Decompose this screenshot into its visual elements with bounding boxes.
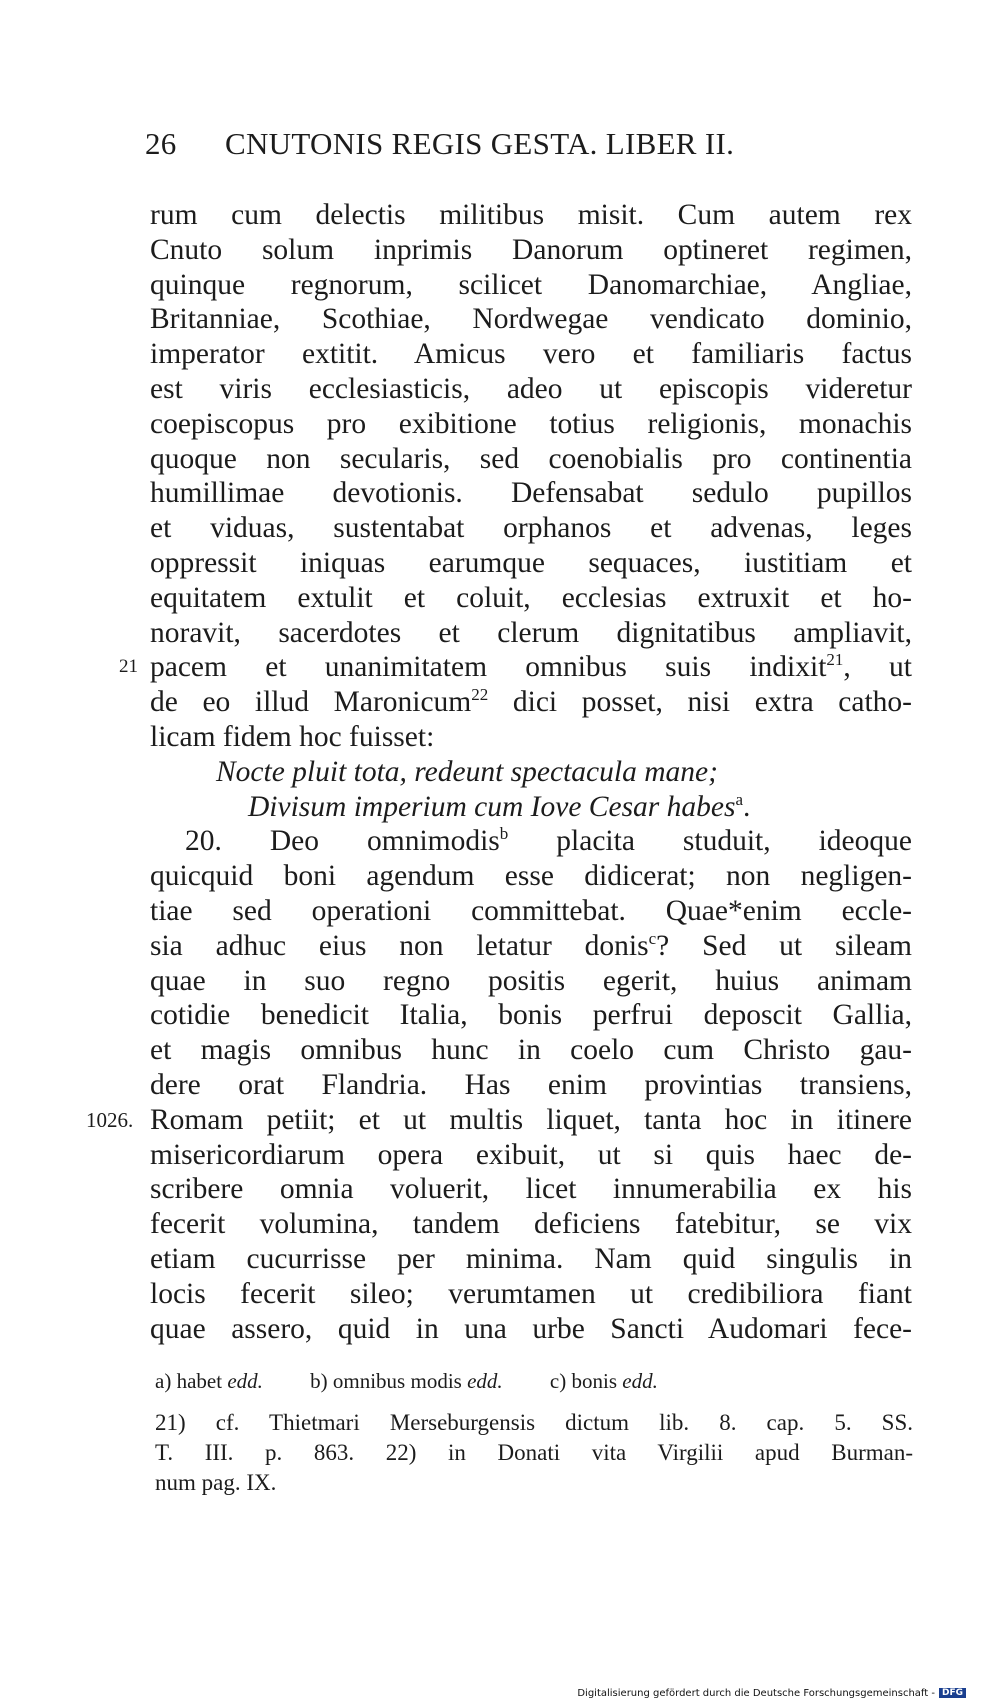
text-span: placita studuit, ideoque (508, 825, 912, 858)
footnote-ref: a (735, 789, 744, 809)
text-line (86, 1103, 912, 1138)
text-span: de eo illud Maronicum (150, 686, 472, 719)
text-line: et magis omnibus hunc in coelo cum Christo gau- (150, 1034, 912, 1067)
footnote-line: num pag. IX. (155, 1470, 277, 1495)
footnote-text: bonis (571, 1369, 617, 1393)
text-line: tiae sed operationi committebat. Quae*enim eccle- (150, 894, 912, 927)
footnote-edd: edd. (622, 1369, 658, 1393)
margin-reference: 21 (119, 656, 138, 678)
text-line: locis fecerit sileo; verumtamen ut credibiliora fiant (150, 1277, 912, 1310)
footnote-c (550, 1369, 658, 1393)
credit-text: Digitalisierung gefördert durch die Deutsche Forschungsgemeinschaft - (577, 1688, 935, 1699)
text-line: noravit, sacerdotes et clerum dignitatibus ampliavit, (150, 616, 912, 649)
numbered-footnotes (155, 1408, 913, 1498)
footnote-ref: 21 (826, 650, 844, 670)
text-line (150, 685, 912, 720)
text-line: quoque non secularis, sed coenobialis pro continentia (150, 442, 912, 475)
footnote-text: habet (176, 1369, 223, 1393)
text-line: Cnuto solum inprimis Danorum optineret regimen, (150, 233, 912, 266)
footnote-label: b) (310, 1369, 328, 1393)
text-line: misericordiarum opera exibuit, ut si quis haec de- (150, 1138, 912, 1171)
footnote-ref: c (648, 928, 657, 948)
text-line: cotidie benedicit Italia, bonis perfrui deposcit Gallia, (150, 999, 912, 1032)
footnote-edd: edd. (467, 1369, 503, 1393)
running-title: CNUTONIS REGIS GESTA. LIBER II. (225, 126, 735, 161)
paragraph-start (150, 824, 912, 859)
digitization-credit (577, 1688, 966, 1699)
footnote-a (155, 1369, 263, 1393)
footnote-edd: edd. (227, 1369, 263, 1393)
text-span: Romam petiit; et ut multis liquet, tanta hoc in itinere (150, 1103, 912, 1136)
text-line: coepiscopus pro exibitione totius religionis, monachis (150, 407, 912, 440)
verse-text: Divisum imperium cum Iove Cesar habes (248, 790, 736, 823)
text-span: dici posset, nisi extra catho- (488, 686, 912, 719)
main-text (86, 198, 912, 1346)
text-line: licam fidem hoc fuisset: (150, 720, 435, 753)
footnote-ref: b (499, 824, 509, 844)
text-line (119, 650, 912, 685)
footnote-line: T. III. p. 863. 22) in Donati vita Virgilii apud Burman- (155, 1440, 913, 1465)
text-line: humillimae devotionis. Defensabat sedulo pupillos (150, 477, 912, 510)
text-line: et viduas, sustentabat orphanos et advenas, leges (150, 512, 912, 545)
running-head (145, 126, 845, 162)
footnote-line: 21) cf. Thietmari Merseburgensis dictum lib. 8. cap. 5. SS. (155, 1410, 913, 1435)
text-line: quae assero, quid in una urbe Sancti Audomari fece- (150, 1312, 912, 1345)
text-line: imperator extitit. Amicus vero et familiaris factus (150, 338, 912, 371)
text-line: quinque regnorum, scilicet Danomarchiae, Angliae, (150, 268, 912, 301)
text-line: rum cum delectis militibus misit. Cum autem rex (150, 199, 912, 231)
verse-text: . (743, 790, 751, 823)
footnote-ref: 22 (471, 685, 489, 705)
dfg-logo: DFG (939, 1688, 966, 1698)
footnote-label: a) (155, 1369, 172, 1393)
text-line: scribere omnia voluerit, licet innumerabilia ex his (150, 1173, 912, 1206)
page-number: 26 (145, 126, 177, 161)
footnote-label: c) (549, 1369, 567, 1393)
verse-line (150, 790, 912, 825)
textual-footnotes (155, 1366, 905, 1396)
text-line: est viris ecclesiasticis, adeo ut episcopis videretur (150, 372, 912, 405)
verse-line: Nocte pluit tota, redeunt spectacula mane; (216, 755, 718, 788)
footnote-text: omnibus modis (332, 1369, 462, 1393)
text-line: quae in suo regno positis egerit, huius animam (150, 964, 912, 997)
text-line: oppressit iniquas earumque sequaces, iustitiam et (150, 546, 912, 579)
text-line: fecerit volumina, tandem deficiens fatebitur, se vix (150, 1208, 912, 1241)
text-line: dere orat Flandria. Has enim provintias transiens, (150, 1068, 912, 1101)
text-span: , ut (843, 651, 912, 684)
text-line: equitatem extulit et coluit, ecclesias extruxit et ho- (150, 581, 912, 614)
text-span: sia adhuc eius non letatur donis (150, 929, 649, 962)
text-line: Britanniae, Scothiae, Nordwegae vendicato dominio, (150, 303, 912, 336)
text-span: ? Sed ut sileam (656, 929, 912, 962)
text-span: pacem et unanimitatem omnibus suis indixit (150, 651, 827, 684)
text-line: quicquid boni agendum esse didicerat; non negligen- (150, 860, 912, 893)
text-span: 20. Deo omnimodis (185, 825, 500, 858)
margin-year: 1026. (86, 1107, 134, 1132)
text-line (150, 929, 912, 964)
text-line: etiam cucurrisse per minima. Nam quid singulis in (150, 1242, 912, 1275)
footnote-b (310, 1369, 503, 1393)
